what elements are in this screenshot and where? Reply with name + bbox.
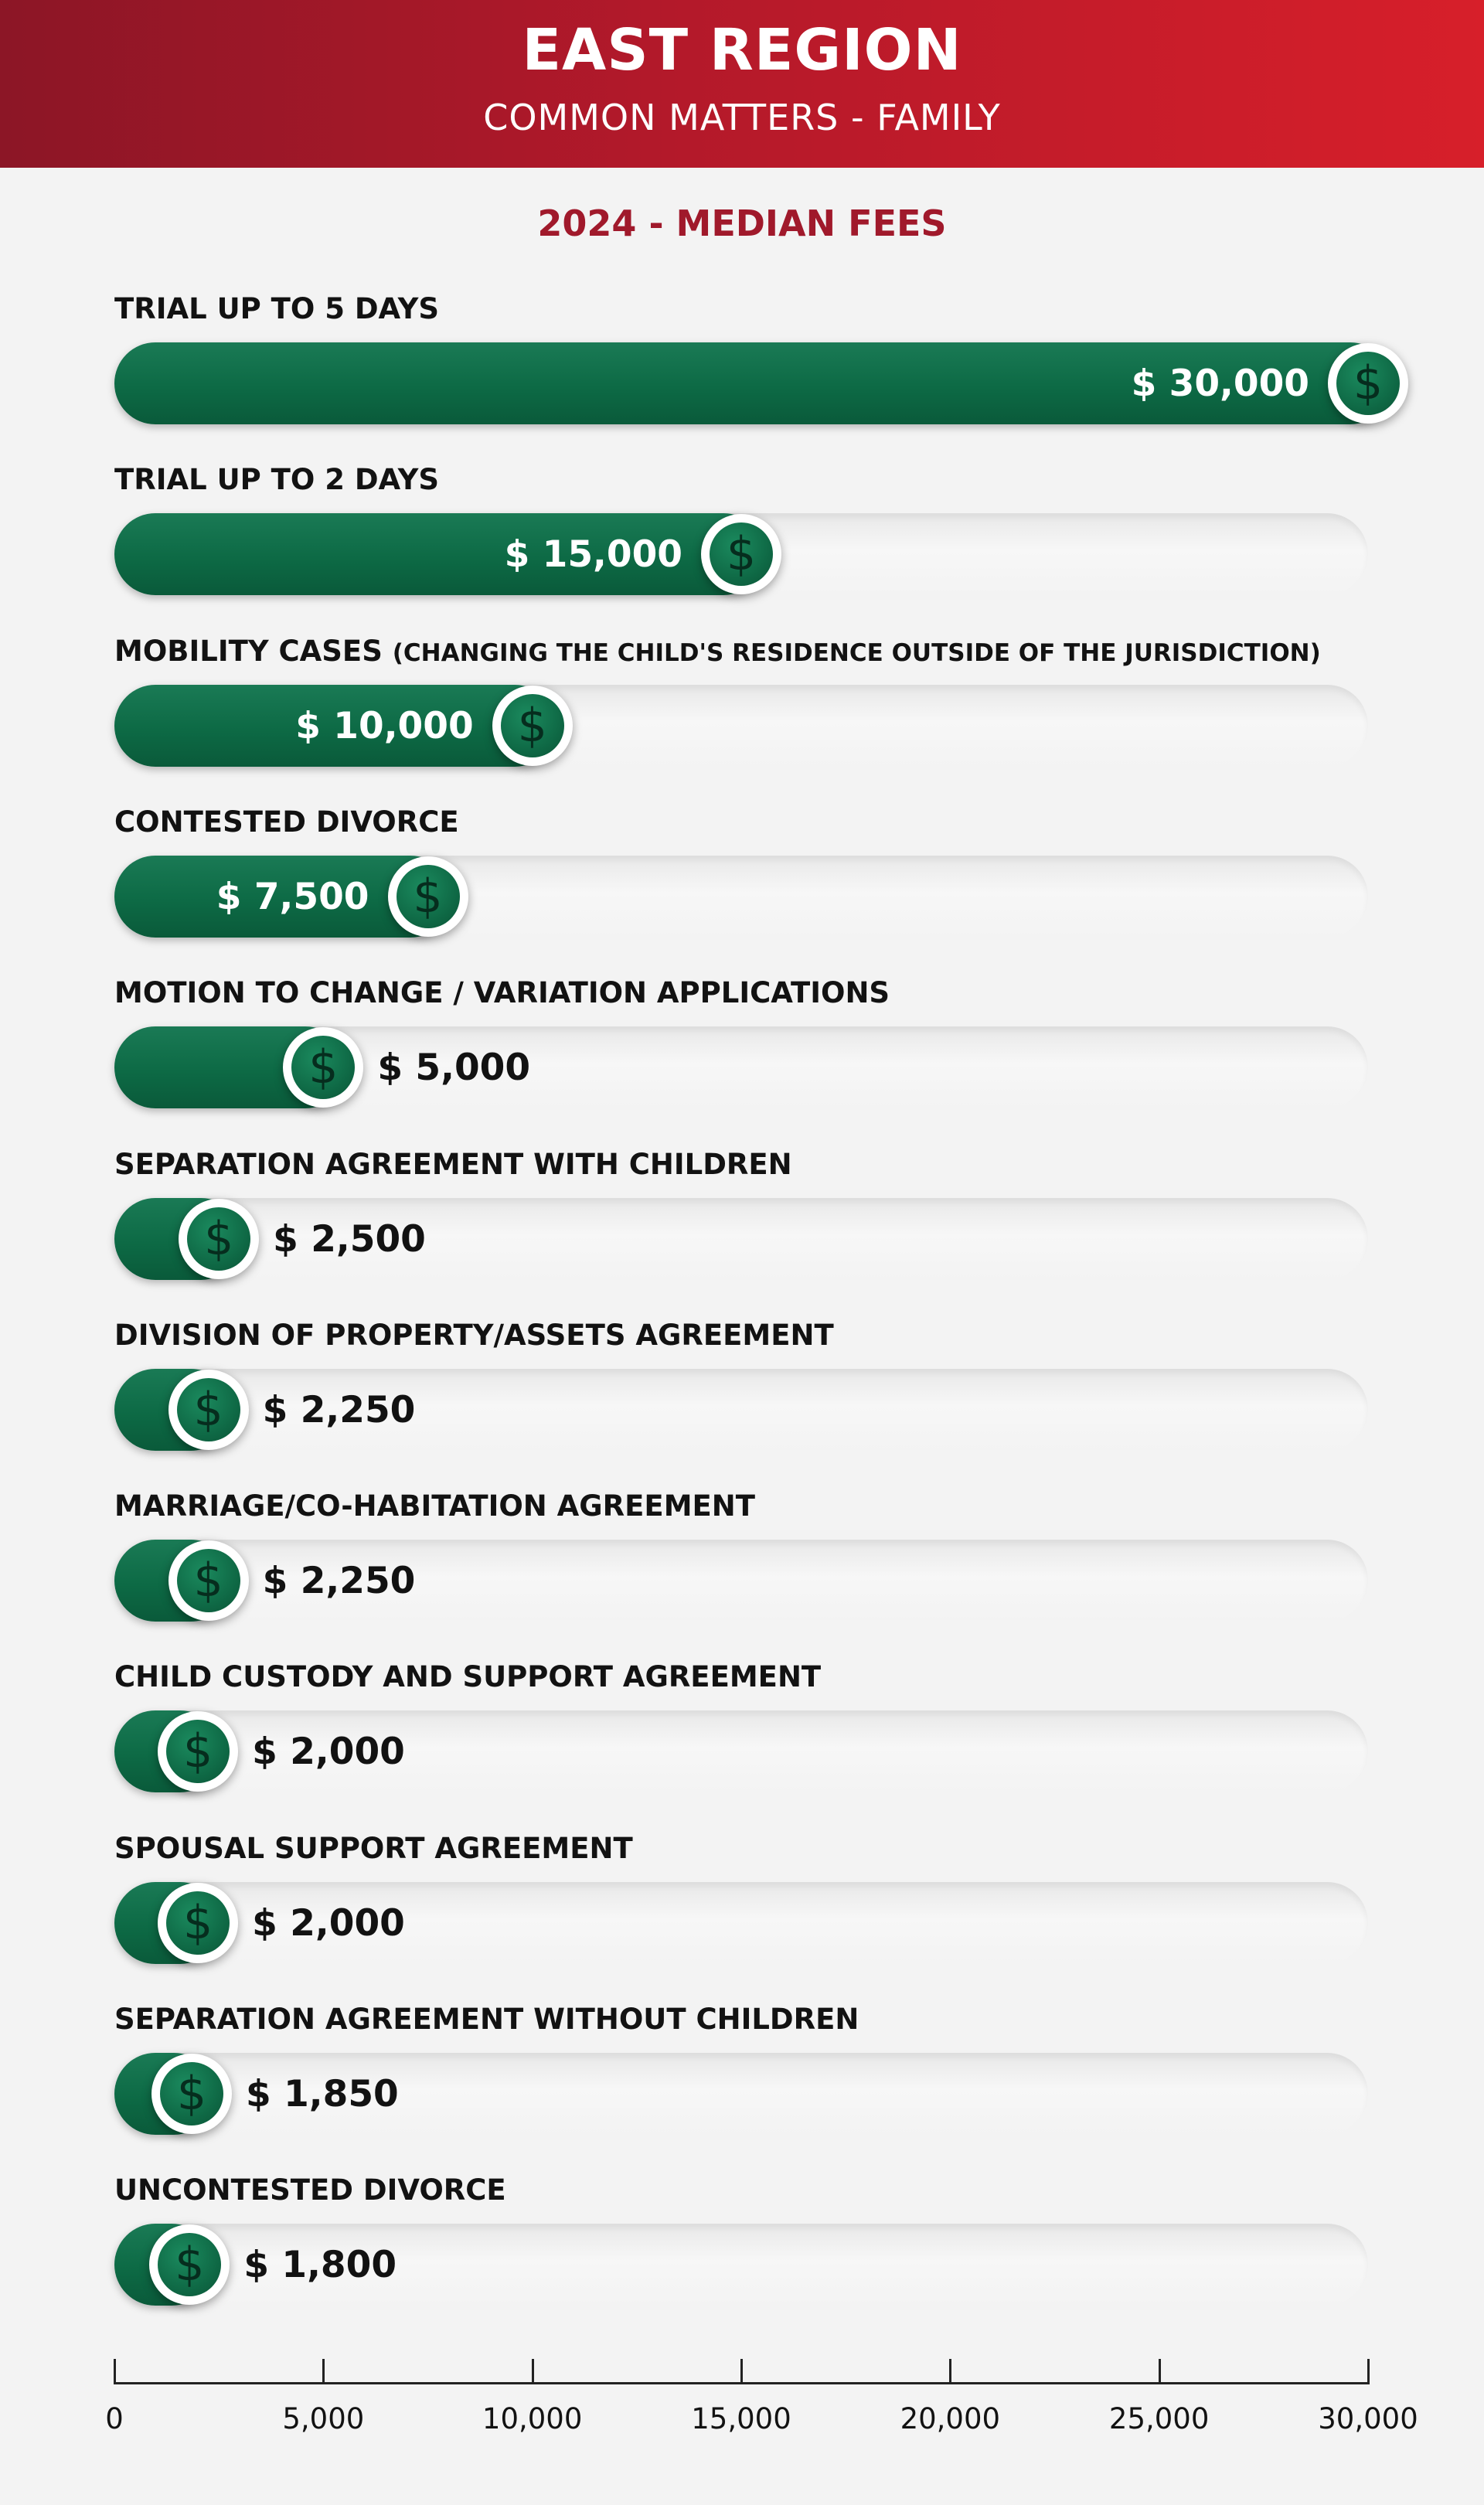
category-label — [114, 805, 459, 839]
category-label — [114, 292, 439, 325]
value-label: $ 5,000 — [377, 1047, 531, 1090]
category-name: SEPARATION AGREEMENT WITH CHILDREN — [114, 1147, 792, 1181]
category-label — [114, 1148, 792, 1181]
dollar-coin-icon — [388, 856, 468, 937]
dollar-glyph: $ — [160, 2062, 223, 2126]
x-tick — [1367, 2359, 1370, 2384]
category-name: SPOUSAL SUPPORT AGREEMENT — [114, 1831, 633, 1865]
category-label — [114, 463, 439, 496]
x-tick-label: 5,000 — [282, 2402, 365, 2435]
dollar-glyph: $ — [158, 2233, 221, 2296]
category-name: CHILD CUSTODY AND SUPPORT AGREEMENT — [114, 1660, 822, 1694]
category-name: MOTION TO CHANGE / VARIATION APPLICATIONS — [114, 976, 890, 1010]
category-name: CONTESTED DIVORCE — [114, 805, 459, 839]
category-name: DIVISION OF PROPERTY/ASSETS AGREEMENT — [114, 1318, 834, 1352]
value-label: $ 2,000 — [252, 1731, 405, 1774]
x-tick-label: 25,000 — [1108, 2402, 1210, 2435]
category-name: SEPARATION AGREEMENT WITHOUT CHILDREN — [114, 2003, 859, 2036]
x-tick-label: 30,000 — [1318, 2402, 1418, 2435]
category-note: (CHANGING THE CHILD'S RESIDENCE OUTSIDE OF THE JURISDICTION) — [392, 638, 1321, 667]
x-tick — [322, 2359, 325, 2384]
dollar-coin-icon — [168, 1540, 249, 1621]
dollar-glyph: $ — [166, 1720, 230, 1783]
category-label — [114, 1660, 821, 1693]
dollar-glyph: $ — [177, 1549, 240, 1612]
category-label — [114, 1832, 633, 1865]
page-subtitle: COMMON MATTERS - FAMILY — [483, 97, 1001, 138]
category-label — [114, 2173, 506, 2207]
dollar-glyph: $ — [397, 865, 460, 928]
dollar-coin-icon — [492, 686, 573, 766]
dollar-glyph: $ — [177, 1378, 240, 1441]
category-label — [114, 1319, 834, 1352]
category-name: TRIAL UP TO 5 DAYS — [114, 292, 440, 325]
category-label — [114, 635, 1321, 668]
x-tick-label: 10,000 — [482, 2402, 583, 2435]
dollar-coin-icon — [179, 1199, 259, 1279]
dollar-coin-icon — [701, 514, 781, 594]
dollar-coin-icon — [149, 2224, 230, 2305]
x-tick — [740, 2359, 743, 2384]
value-label: $ 2,250 — [262, 1560, 416, 1603]
dollar-coin-icon — [151, 2054, 232, 2134]
dollar-coin-icon — [158, 1883, 238, 1963]
value-label: $ 1,850 — [246, 2073, 399, 2115]
dollar-glyph: $ — [291, 1036, 355, 1099]
dollar-coin-icon — [283, 1027, 363, 1108]
value-label: $ 2,500 — [273, 1217, 426, 1261]
value-label: $ 1,800 — [243, 2244, 397, 2287]
dollar-coin-icon — [158, 1711, 238, 1792]
dollar-coin-icon — [168, 1370, 249, 1450]
x-tick — [532, 2359, 534, 2384]
x-tick — [1159, 2359, 1161, 2384]
chart-title: 2024 - MEDIAN FEES — [537, 203, 947, 244]
dollar-glyph: $ — [187, 1207, 250, 1271]
dollar-coin-icon — [1328, 343, 1408, 424]
value-label: $ 30,000 — [1131, 362, 1309, 405]
x-tick — [114, 2359, 116, 2384]
value-label: $ 2,250 — [262, 1388, 416, 1431]
value-label: $ 10,000 — [295, 704, 474, 747]
category-name: TRIAL UP TO 2 DAYS — [114, 463, 440, 497]
x-tick-label: 20,000 — [900, 2402, 1001, 2435]
x-tick-label: 15,000 — [691, 2402, 791, 2435]
value-label: $ 7,500 — [216, 875, 369, 918]
value-label: $ 2,000 — [252, 1901, 405, 1945]
category-name: MOBILITY CASES — [114, 634, 383, 668]
category-label — [114, 1489, 755, 1523]
dollar-glyph: $ — [1336, 352, 1400, 415]
category-name: MARRIAGE/CO-HABITATION AGREEMENT — [114, 1489, 755, 1523]
dollar-glyph: $ — [501, 694, 564, 757]
dollar-glyph: $ — [166, 1891, 230, 1955]
x-tick — [949, 2359, 951, 2384]
x-tick-label: 0 — [105, 2402, 124, 2435]
page-title: EAST REGION — [522, 17, 962, 83]
value-label: $ 15,000 — [504, 533, 682, 577]
category-label — [114, 976, 890, 1009]
category-name: UNCONTESTED DIVORCE — [114, 2173, 506, 2207]
category-label — [114, 2003, 859, 2036]
dollar-glyph: $ — [710, 522, 773, 586]
